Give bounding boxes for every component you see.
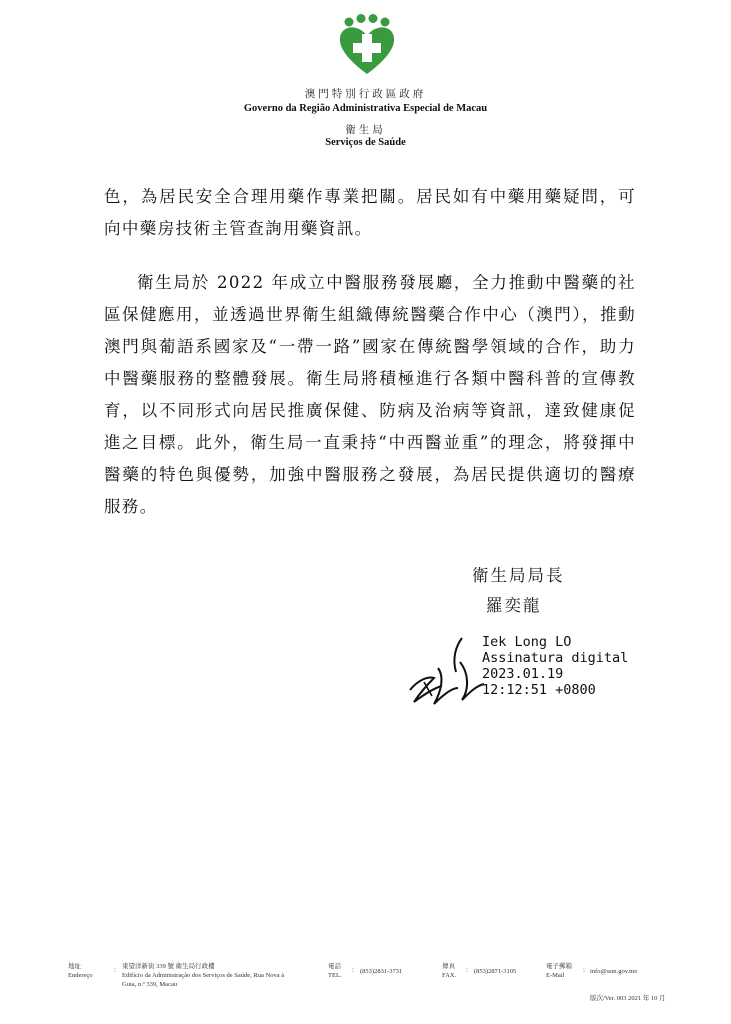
tel-label: 電話 TEL. — [328, 963, 342, 979]
signatory-name: 羅奕龍 — [486, 596, 542, 615]
paragraph-1: 色，為居民安全合理用藥作專業把關。居民如有中藥用藥疑問，可向中藥房技術主管查詢用藥資訊。 — [104, 187, 636, 238]
government-name-zh: 澳門特別行政區政府 — [304, 88, 427, 100]
digital-date: 2023.01.19 — [482, 666, 564, 682]
fax-value: (853)2871-3105 — [474, 968, 517, 975]
government-name-pt: Governo da Região Administrativa Especial de Macau — [243, 103, 488, 114]
fax-label: 傳真 FAX. — [442, 963, 457, 979]
digital-signer: Iek Long LO — [482, 634, 572, 650]
digital-time: 12:12:51 +0800 — [482, 682, 596, 698]
department-name-zh: 衛生局 — [345, 124, 386, 136]
tel-value: (853)2831-3731 — [360, 968, 403, 975]
paragraph-2: 衛生局於 2022 年成立中醫服務發展廳，全力推動中醫藥的社區保健應用，並透過世界衛生組織傳統醫藥合作中心（澳門），推動澳門與葡語系國家及“一帶一路”國家在傳統醫學領域的合作，助力中醫藥服務的整體發展。衛生局將積極進行各類中醫科普的宣傳教育，以不同形式向居民推廣保健、防病及治病等資訊，達致健康促進之目標。此外，衛生局一直秉持“中西醫並重”的理念，將發揮中醫藥的特色與優勢，加強中醫服務之發展，為居民提供適切的醫療服務。 — [104, 273, 636, 516]
heart-cross-family-icon — [338, 14, 396, 76]
address-label: 地址 Endereço — [68, 963, 93, 979]
version-label: 版次/Ver. 003 2021 年 10 月 — [590, 995, 666, 1002]
digital-label: Assinatura digital — [482, 650, 629, 666]
department-name-pt: Serviços de Saúde — [325, 137, 406, 148]
signatory-title: 衛生局局長 — [472, 566, 565, 585]
digital-signature-block — [482, 634, 628, 698]
handwritten-signature — [404, 632, 494, 712]
email-label: 電子郵箱 E-Mail — [546, 963, 572, 979]
letter-body — [104, 181, 636, 523]
email-value: info@ssm.gov.mo — [590, 968, 638, 975]
address-value: 東望洋新街 339 號 衛生局行政樓 Edifício da Administração dos Serviços de Saúde, Rua Nova à Guia, n.º 339, Macau — [122, 963, 285, 988]
